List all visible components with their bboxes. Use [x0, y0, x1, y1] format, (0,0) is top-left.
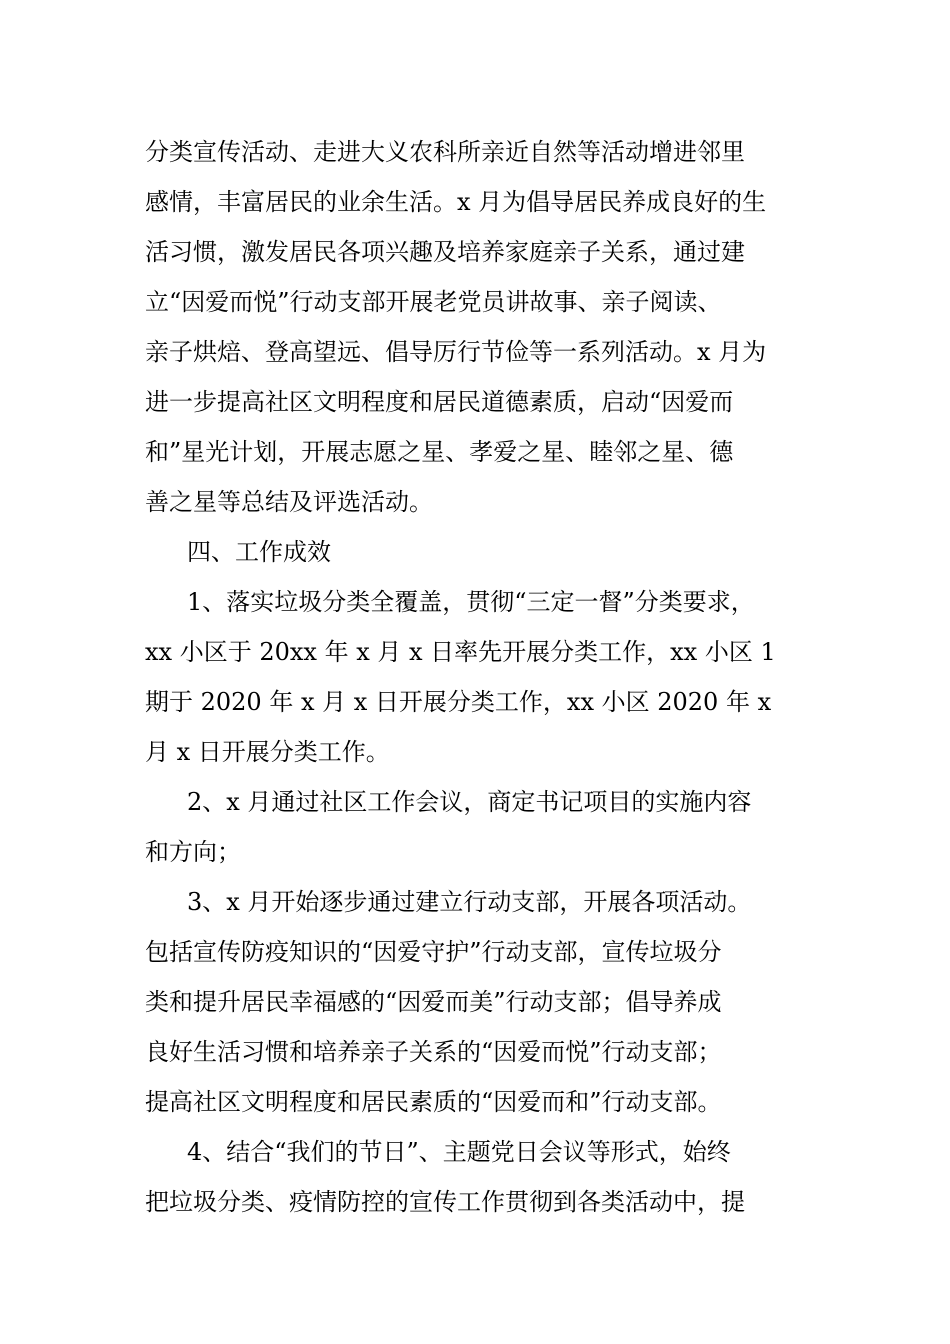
paragraph-line: 活习惯，激发居民各项兴趣及培养家庭亲子关系，通过建	[145, 238, 745, 266]
paragraph-line: 感情，丰富居民的业余生活。x 月为倡导居民养成良好的生	[145, 188, 767, 216]
section-heading: 四、工作成效	[187, 538, 331, 566]
paragraph-line: 良好生活习惯和培养亲子关系的“因爱而悦”行动支部；	[145, 1038, 722, 1066]
paragraph-line: 月 x 日开展分类工作。	[145, 738, 390, 766]
paragraph-line: 提高社区文明程度和居民素质的“因爱而和”行动支部。	[145, 1088, 722, 1116]
paragraph-line: 2、x 月通过社区工作会议，商定书记项目的实施内容	[187, 788, 752, 816]
paragraph-line: 类和提升居民幸福感的“因爱而美”行动支部；倡导养成	[145, 988, 722, 1016]
paragraph-line: 进一步提高社区文明程度和居民道德素质，启动“因爱而	[145, 388, 734, 416]
paragraph-line: 1、落实垃圾分类全覆盖，贯彻“三定一督”分类要求，	[187, 588, 755, 616]
paragraph-line: 亲子烘焙、登高望远、倡导厉行节俭等一系列活动。x 月为	[145, 338, 767, 366]
paragraph-line: 包括宣传防疫知识的“因爱守护”行动支部，宣传垃圾分	[145, 938, 722, 966]
paragraph-line: 把垃圾分类、疫情防控的宣传工作贯彻到各类活动中，提	[145, 1188, 745, 1216]
paragraph-line: 和”星光计划，开展志愿之星、孝爱之星、睦邻之星、德	[145, 438, 734, 466]
paragraph-line: 3、x 月开始逐步通过建立行动支部，开展各项活动。	[187, 888, 752, 916]
paragraph-line: xx 小区于 20xx 年 x 月 x 日率先开展分类工作，xx 小区 1	[145, 638, 776, 666]
paragraph-line: 立“因爱而悦”行动支部开展老党员讲故事、亲子阅读、	[145, 288, 722, 316]
paragraph-line: 和方向；	[145, 838, 241, 866]
paragraph-line: 分类宣传活动、走进大义农科所亲近自然等活动增进邻里	[145, 138, 745, 166]
paragraph-line: 期于 2020 年 x 月 x 日开展分类工作，xx 小区 2020 年 x	[145, 688, 772, 716]
paragraph-line: 4、结合“我们的节日”、主题党日会议等形式，始终	[187, 1138, 731, 1166]
paragraph-line: 善之星等总结及评选活动。	[145, 488, 433, 516]
